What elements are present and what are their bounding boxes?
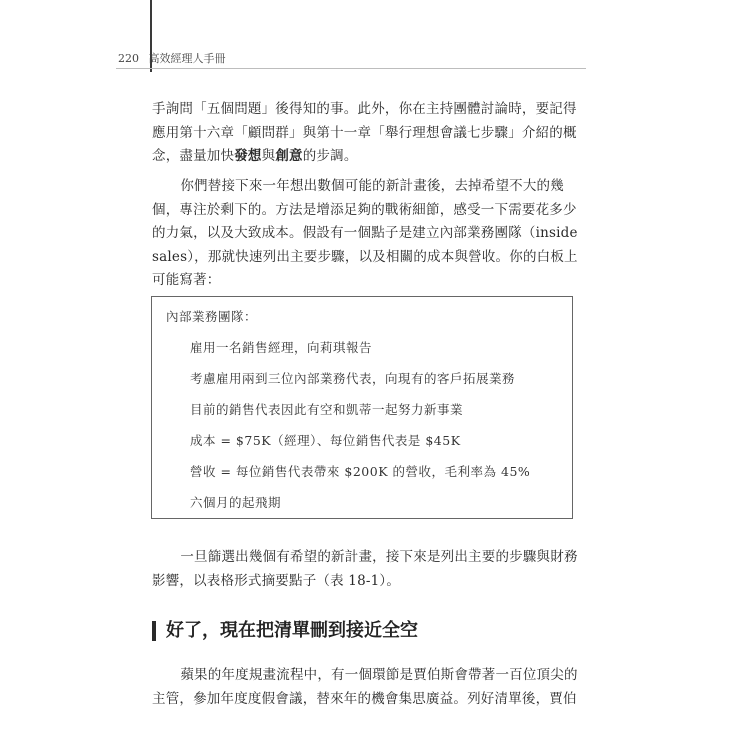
text-run: 與 (261, 148, 276, 164)
text-run: 的步調。 (302, 148, 358, 164)
paragraph-2 (152, 175, 578, 293)
text-line: 的力氣，以及大致成本。假設有一個點子是建立內部業務團隊（inside (152, 225, 578, 241)
text-line: 應用第十六章「顧問群」與第十一章「舉行理想會議七步驟」介紹的概 (152, 124, 577, 141)
paragraph-1 (152, 98, 577, 169)
text-line: 手詢問「五個問題」後得知的事。此外，你在主持團體討論時，要記得 (152, 101, 577, 117)
whiteboard-item: 雇用一名銷售經理，向莉琪報告 (190, 340, 373, 355)
running-header (118, 50, 226, 66)
book-title: 高效經理人手冊 (148, 52, 226, 65)
emphasis-ideation: 發想 (234, 148, 262, 164)
whiteboard-item: 目前的銷售代表因此有空和凱蒂一起努力新事業 (190, 402, 464, 417)
text-line: 一旦篩選出幾個有希望的新計畫，接下來是列出主要的步驟與財務 (180, 549, 578, 565)
header-rule (116, 68, 586, 69)
whiteboard-item: 考慮雇用兩到三位內部業務代表，向現有的客戶拓展業務 (190, 371, 516, 386)
text-line (152, 145, 572, 169)
text-line: sales），那就快速列出主要步驟，以及相關的成本與營收。你的白板上 (152, 248, 578, 265)
text-line: 個，專注於剩下的。方法是增添足夠的戰術細節，感受一下需要花多少 (152, 201, 577, 218)
text-line: 可能寫著： (152, 272, 221, 288)
whiteboard-item: 成本 = $75K（經理）、每位銷售代表是 $45K (190, 433, 461, 448)
section-marker (152, 621, 156, 641)
paragraph-3 (152, 546, 578, 593)
whiteboard-item: 營收 = 每位銷售代表帶來 $200K 的營收，毛利率為 45% (190, 464, 531, 479)
whiteboard-item: 六個月的起飛期 (190, 495, 282, 510)
text-line: 你們替接下來一年想出數個可能的新計畫後，去掉希望不大的幾 (180, 178, 564, 194)
section-heading (152, 618, 572, 644)
text-line: 蘋果的年度規畫流程中，有一個環節是賈伯斯會帶著一百位頂尖的 (180, 667, 578, 683)
emphasis-creativity: 創意 (275, 148, 303, 164)
page-number: 220 (118, 52, 139, 65)
text-run: 念，盡量加快 (152, 148, 235, 164)
text-line: 主管，參加年度度假會議，替來年的機會集思廣益。列好清單後，賈伯 (152, 690, 577, 707)
paragraph-4 (152, 664, 578, 711)
whiteboard-heading: 內部業務團隊： (166, 309, 258, 324)
section-title: 好了，現在把清單刪到接近全空 (166, 620, 418, 641)
whiteboard-box (151, 296, 573, 519)
text-line: 影響，以表格形式摘要點子（表 18-1）。 (152, 572, 401, 589)
